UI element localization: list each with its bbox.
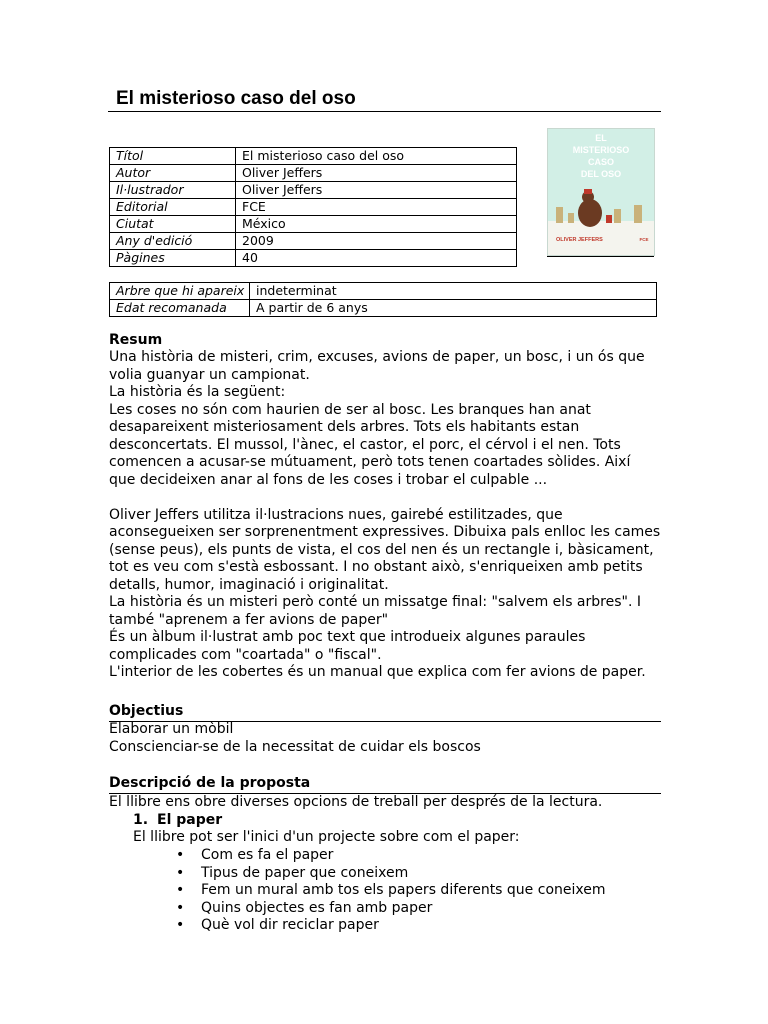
row-value: Oliver Jeffers — [236, 165, 517, 182]
section-heading-paper — [133, 812, 222, 830]
resum-paragraph: És un àlbum il·lustrat amb poc text que introdueix algunes paraules complicades com "coartada" o "fiscal". — [109, 629, 586, 663]
resum-paragraph: La història és un misteri però conté un missatge final: "salvem els arbres". I també "aprenem a fer avions de paper" — [109, 594, 641, 628]
row-value: México — [236, 216, 517, 233]
tree-stump — [568, 213, 574, 223]
cover-title-line: MISTERIOSO — [572, 145, 630, 155]
cover-title-line: DEL OSO — [580, 169, 622, 179]
list-item — [176, 882, 606, 900]
row-label: Ciutat — [110, 216, 236, 233]
row-value: A partir de 6 anys — [250, 300, 657, 317]
table-row — [110, 216, 517, 233]
resum-paragraph: L'interior de les cobertes és un manual que explica com fer avions de paper. — [109, 664, 646, 680]
list-item — [176, 847, 606, 865]
list-item-text: Fem un mural amb tos els papers diferents que coneixem — [201, 882, 606, 898]
section-number: 1. — [133, 812, 149, 828]
objective-item: Elaborar un mòbil — [109, 721, 234, 737]
row-value: Oliver Jeffers — [236, 182, 517, 199]
list-item — [176, 917, 606, 935]
table-row — [110, 148, 517, 165]
title-underline — [108, 111, 661, 112]
resum-paragraph: Les coses no són com haurien de ser al bosc. Les branques han anat desapareixent misteriosament dels arbres. Tots els habitants estan desconcertats. El mussol, l'ànec, el castor, el porc, el cérvol i el nen. Tots comencen a acusar-se mútuament, però tots tenen coartades sòlides. Així que decideixen anar al fons de les coses i trobar el culpable ... — [109, 401, 631, 488]
bullet-icon: • — [176, 882, 185, 898]
tree-stump — [556, 207, 563, 223]
cover-underline — [547, 256, 654, 257]
list-item — [176, 865, 606, 883]
cover-illustration — [548, 129, 654, 255]
section-title: El paper — [157, 812, 223, 828]
objectius-heading: Objectius — [109, 703, 661, 722]
book-cover-image — [547, 128, 655, 256]
paper-bullet-list — [176, 847, 606, 935]
table-row — [110, 300, 657, 317]
row-label: Edat recomanada — [110, 300, 250, 317]
list-item-text: Què vol dir reciclar paper — [201, 917, 379, 933]
resum-paragraph: La història és la següent: — [109, 384, 286, 400]
row-value: 40 — [236, 250, 517, 267]
table-row — [110, 165, 517, 182]
cover-publisher-logo: FCE — [639, 237, 649, 242]
table-row — [110, 199, 517, 216]
resum-paragraph: Oliver Jeffers utilitza il·lustracions nues, gairebé estilitzades, que aconsegueixen ser sorprenentment expressives. Dibuixa pals enlloc les cames (sense peus), els punts de vista, el cos del nen és un rectangle i, bàsicament, tot es veu com s'està esbossant. I no obstant això, s'enriqueixen amb petits detalls, humor, imaginació i originalitat. — [109, 506, 661, 593]
row-value: FCE — [236, 199, 517, 216]
bullet-icon: • — [176, 899, 185, 916]
tree-stump — [634, 205, 642, 223]
row-label: Arbre que hi apareix — [110, 283, 250, 300]
book-info-table — [109, 147, 517, 267]
list-item — [176, 900, 606, 918]
row-label: Il·lustrador — [110, 182, 236, 199]
blank-line — [109, 489, 661, 507]
objective-item: Conscienciar-se de la necessitat de cuidar els boscos — [109, 738, 481, 755]
cover-author: OLIVER JEFFERS — [556, 237, 603, 243]
tree-stump — [614, 209, 621, 223]
bullet-icon: • — [176, 864, 185, 881]
objectius-list — [109, 721, 661, 756]
red-box — [606, 215, 612, 223]
row-label: Any d'edició — [110, 233, 236, 250]
row-label: Títol — [110, 148, 236, 165]
resum-paragraph: Una història de misteri, crim, excuses, avions de paper, un bosc, i un ós que volia guanyar un campionat. — [109, 349, 645, 383]
proposta-heading: Descripció de la proposta — [109, 775, 661, 794]
resum-text — [109, 349, 661, 682]
tree-info-table — [109, 282, 657, 317]
list-item-text: Com es fa el paper — [201, 847, 334, 863]
table-row — [110, 233, 517, 250]
list-item-text: Tipus de paper que coneixem — [201, 864, 409, 881]
table-row — [110, 182, 517, 199]
bear-hat — [584, 189, 592, 194]
document-title: El misterioso caso del oso — [116, 88, 356, 109]
cover-title-line: EL — [595, 133, 607, 143]
proposta-intro: El llibre ens obre diverses opcions de treball per després de la lectura. — [109, 794, 603, 810]
table-row — [110, 283, 657, 300]
section-intro: El llibre pot ser l'inici d'un projecte sobre com el paper: — [133, 829, 520, 845]
row-label: Editorial — [110, 199, 236, 216]
row-value: 2009 — [236, 233, 517, 250]
list-item-text: Quins objectes es fan amb paper — [201, 899, 433, 916]
resum-heading: Resum — [109, 332, 163, 348]
bullet-icon: • — [176, 917, 185, 933]
cover-title-line: CASO — [587, 157, 615, 167]
row-value: indeterminat — [250, 283, 657, 300]
table-row — [110, 250, 517, 267]
bear-figure — [578, 199, 602, 227]
row-label: Autor — [110, 165, 236, 182]
row-label: Pàgines — [110, 250, 236, 267]
row-value: El misterioso caso del oso — [236, 148, 517, 165]
bullet-icon: • — [176, 847, 185, 863]
